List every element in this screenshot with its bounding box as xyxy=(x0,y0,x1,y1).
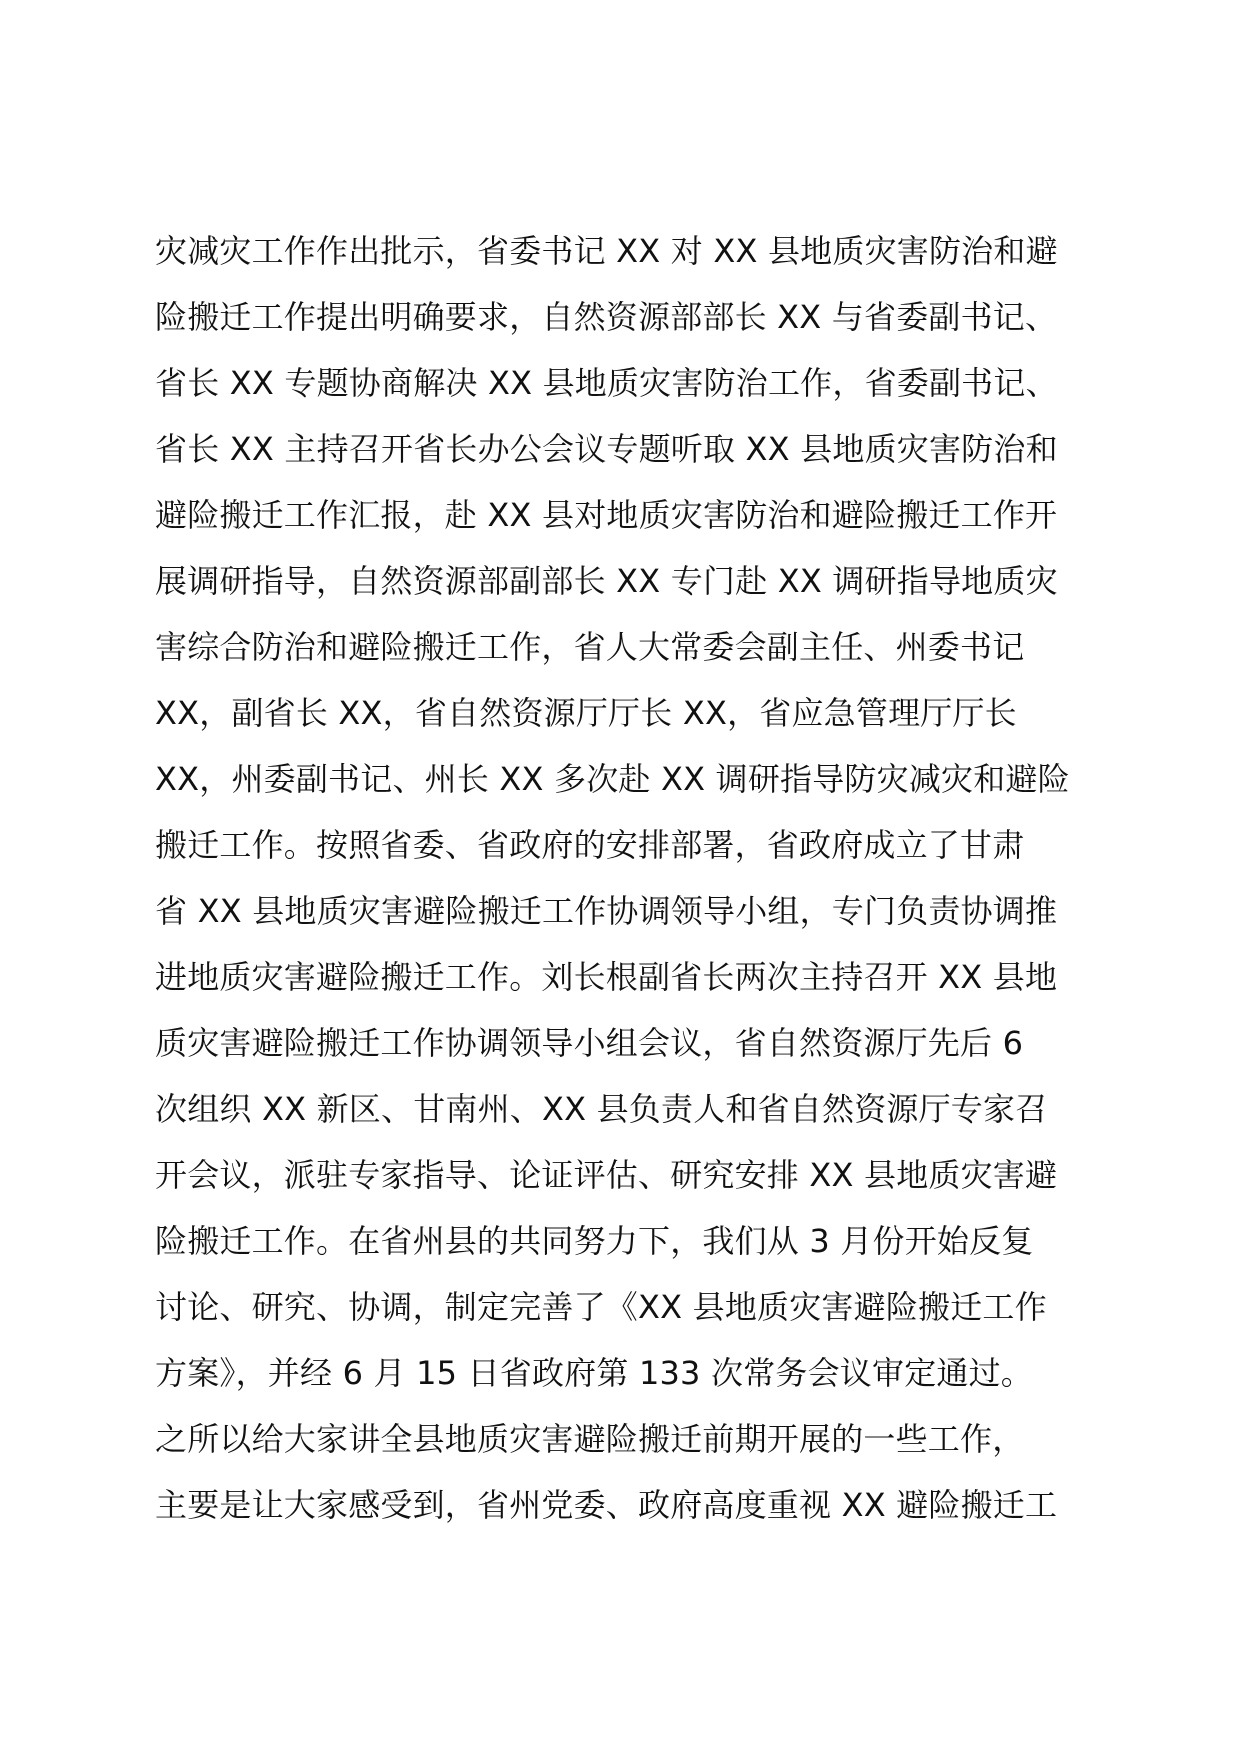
text-line-2: 险搬迁工作提出明确要求，自然资源部部长 XX 与省委副书记、 xyxy=(155,298,1058,336)
text-line-16: 险搬迁工作。在省州县的共同努力下，我们从 3 月份开始反复 xyxy=(155,1222,1034,1260)
text-line-9: XX，州委副书记、州长 XX 多次赴 XX 调研指导防灾减灾和避险 xyxy=(155,760,1070,798)
text-line-11: 省 XX 县地质灾害避险搬迁工作协调领导小组，专门负责协调推 xyxy=(155,892,1058,930)
text-line-3: 省长 XX 专题协商解决 XX 县地质灾害防治工作，省委副书记、 xyxy=(155,364,1058,402)
text-line-6: 展调研指导，自然资源部副部长 XX 专门赴 XX 调研指导地质灾 xyxy=(155,562,1058,600)
text-line-7: 害综合防治和避险搬迁工作，省人大常委会副主任、州委书记 xyxy=(155,628,1025,666)
text-line-13: 质灾害避险搬迁工作协调领导小组会议，省自然资源厅先后 6 xyxy=(155,1024,1024,1062)
text-line-20: 主要是让大家感受到，省州党委、政府高度重视 XX 避险搬迁工 xyxy=(155,1486,1058,1524)
text-line-8: XX，副省长 XX，省自然资源厅厅长 XX，省应急管理厅厅长 xyxy=(155,694,1017,732)
text-line-12: 进地质灾害避险搬迁工作。刘长根副省长两次主持召开 XX 县地 xyxy=(155,958,1058,996)
text-line-19: 之所以给大家讲全县地质灾害避险搬迁前期开展的一些工作， xyxy=(155,1420,1025,1458)
body-text xyxy=(155,218,1095,1538)
text-line-10: 搬迁工作。按照省委、省政府的安排部署，省政府成立了甘肃 xyxy=(155,826,1025,864)
text-line-4: 省长 XX 主持召开省长办公会议专题听取 XX 县地质灾害防治和 xyxy=(155,430,1058,468)
text-line-1: 灾减灾工作作出批示，省委书记 XX 对 XX 县地质灾害防治和避 xyxy=(155,232,1058,270)
text-line-17: 讨论、研究、协调，制定完善了《XX 县地质灾害避险搬迁工作 xyxy=(155,1288,1047,1326)
text-line-5: 避险搬迁工作汇报，赴 XX 县对地质灾害防治和避险搬迁工作开 xyxy=(155,496,1058,534)
text-line-14: 次组织 XX 新区、甘南州、XX 县负责人和省自然资源厅专家召 xyxy=(155,1090,1048,1128)
text-line-18: 方案》，并经 6 月 15 日省政府第 133 次常务会议审定通过。 xyxy=(155,1354,1033,1392)
text-line-15: 开会议，派驻专家指导、论证评估、研究安排 XX 县地质灾害避 xyxy=(155,1156,1058,1194)
